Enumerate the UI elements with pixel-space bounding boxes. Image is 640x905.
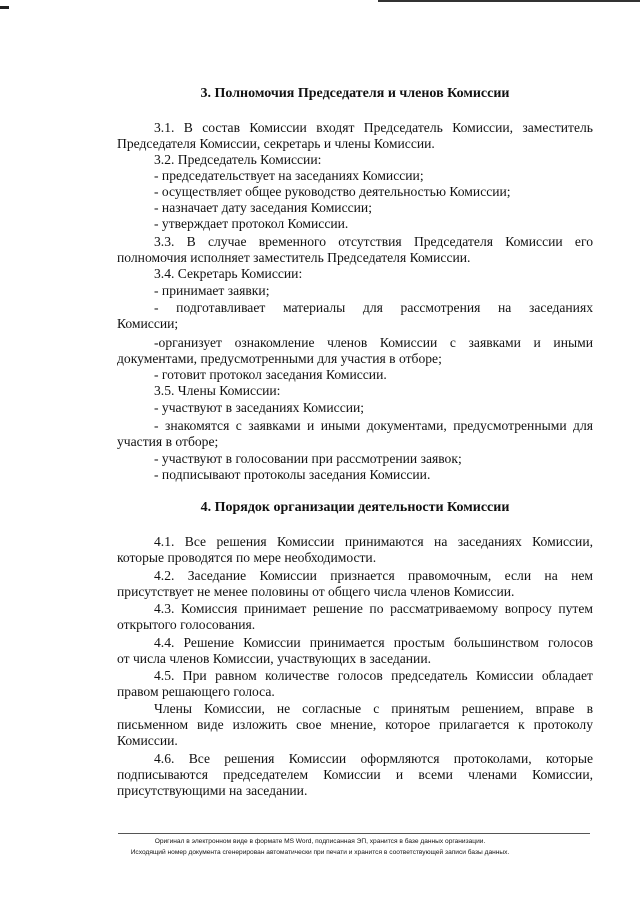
paragraph-line: - подготавливает материалы для рассмотрения на заседаниях <box>154 300 593 315</box>
paragraph-line: от числа членов Комиссии, участвующих в заседании. <box>117 651 432 666</box>
paragraph-line: правом решающего голоса. <box>117 684 275 699</box>
footer-divider <box>118 833 590 834</box>
paragraph-line: присутствующими на заседании. <box>117 783 308 798</box>
section-3-title: 3. Полномочия Председателя и членов Комиссии <box>200 86 510 101</box>
section-4-title: 4. Порядок организации деятельности Комиссии <box>200 500 510 515</box>
paragraph-line: 3.5. Члены Комиссии: <box>154 383 281 398</box>
paragraph-line: подписываются председателем Комиссии и всеми членами Комиссии, <box>117 767 593 782</box>
scan-edge-mark <box>0 6 9 9</box>
paragraph-line: - подписывают протоколы заседания Комиссии. <box>154 467 431 482</box>
paragraph-line: - назначает дату заседания Комиссии; <box>154 200 372 215</box>
paragraph-line: - участвуют в голосовании при рассмотрении заявок; <box>154 451 462 466</box>
paragraph-line: которые проводятся по мере необходимости. <box>117 550 377 565</box>
paragraph-line: 3.3. В случае временного отсутствия Председателя Комиссии его <box>154 234 593 249</box>
paragraph-line: - знакомятся с заявками и иными документами, предусмотренными для <box>154 418 593 433</box>
paragraph-line: 3.2. Председатель Комиссии: <box>154 152 322 167</box>
paragraph-line: Председателя Комиссии, секретарь и члены Комиссии. <box>117 136 435 151</box>
paragraph-line: - готовит протокол заседания Комиссии. <box>154 367 387 382</box>
paragraph-line: 4.4. Решение Комиссии принимается простым большинством голосов <box>154 635 593 650</box>
paragraph-line: присутствует не менее половины от общего числа членов Комиссии. <box>117 584 515 599</box>
paragraph-line: - участвуют в заседаниях Комиссии; <box>154 400 365 415</box>
paragraph-line: -организует ознакомление членов Комиссии с заявками и иными <box>154 335 593 350</box>
paragraph-line: полномочия исполняет заместитель Председателя Комиссии. <box>117 250 471 265</box>
footer-note-original: Оригинал в электронном виде в формате MS Word, подписанная ЭП, хранится в базе данных организации. <box>154 838 486 845</box>
paragraph-line: 4.2. Заседание Комиссии признается правомочным, если на нем <box>154 568 593 583</box>
paragraph-line: Комиссии; <box>117 316 179 331</box>
paragraph-line: Комиссии. <box>117 733 178 748</box>
paragraph-line: - утверждает протокол Комиссии. <box>154 216 349 231</box>
paragraph-line: письменном виде изложить свое мнение, которое прилагается к протоколу <box>117 717 593 732</box>
paragraph-line: Члены Комиссии, не согласные с принятым решением, вправе в <box>154 701 593 716</box>
paragraph-line: - принимает заявки; <box>154 283 270 298</box>
paragraph-line: открытого голосования. <box>117 617 256 632</box>
paragraph-line: участия в отборе; <box>117 434 219 449</box>
paragraph-line: 4.1. Все решения Комиссии принимаются на заседаниях Комиссии, <box>154 534 593 549</box>
paragraph-line: 4.6. Все решения Комиссии оформляются протоколами, которые <box>154 751 593 766</box>
paragraph-line: 3.4. Секретарь Комиссии: <box>154 266 303 281</box>
paragraph-line: 3.1. В состав Комиссии входят Председатель Комиссии, заместитель <box>154 120 593 135</box>
paragraph-line: документами, предусмотренными для участия в отборе; <box>117 351 442 366</box>
paragraph-line: 4.3. Комиссия принимает решение по рассматриваемому вопросу путем <box>154 601 593 616</box>
paragraph-line: - осуществляет общее руководство деятельностью Комиссии; <box>154 184 511 199</box>
paragraph-line: 4.5. При равном количестве голосов председатель Комиссии обладает <box>154 668 593 683</box>
paragraph-line: - председательствует на заседаниях Комиссии; <box>154 168 424 183</box>
footer-note-number: Исходящий номер документа сгенерирован автоматически при печати и хранится в соответствующей записи базы данных. <box>130 849 510 856</box>
scan-edge-line <box>378 0 640 2</box>
